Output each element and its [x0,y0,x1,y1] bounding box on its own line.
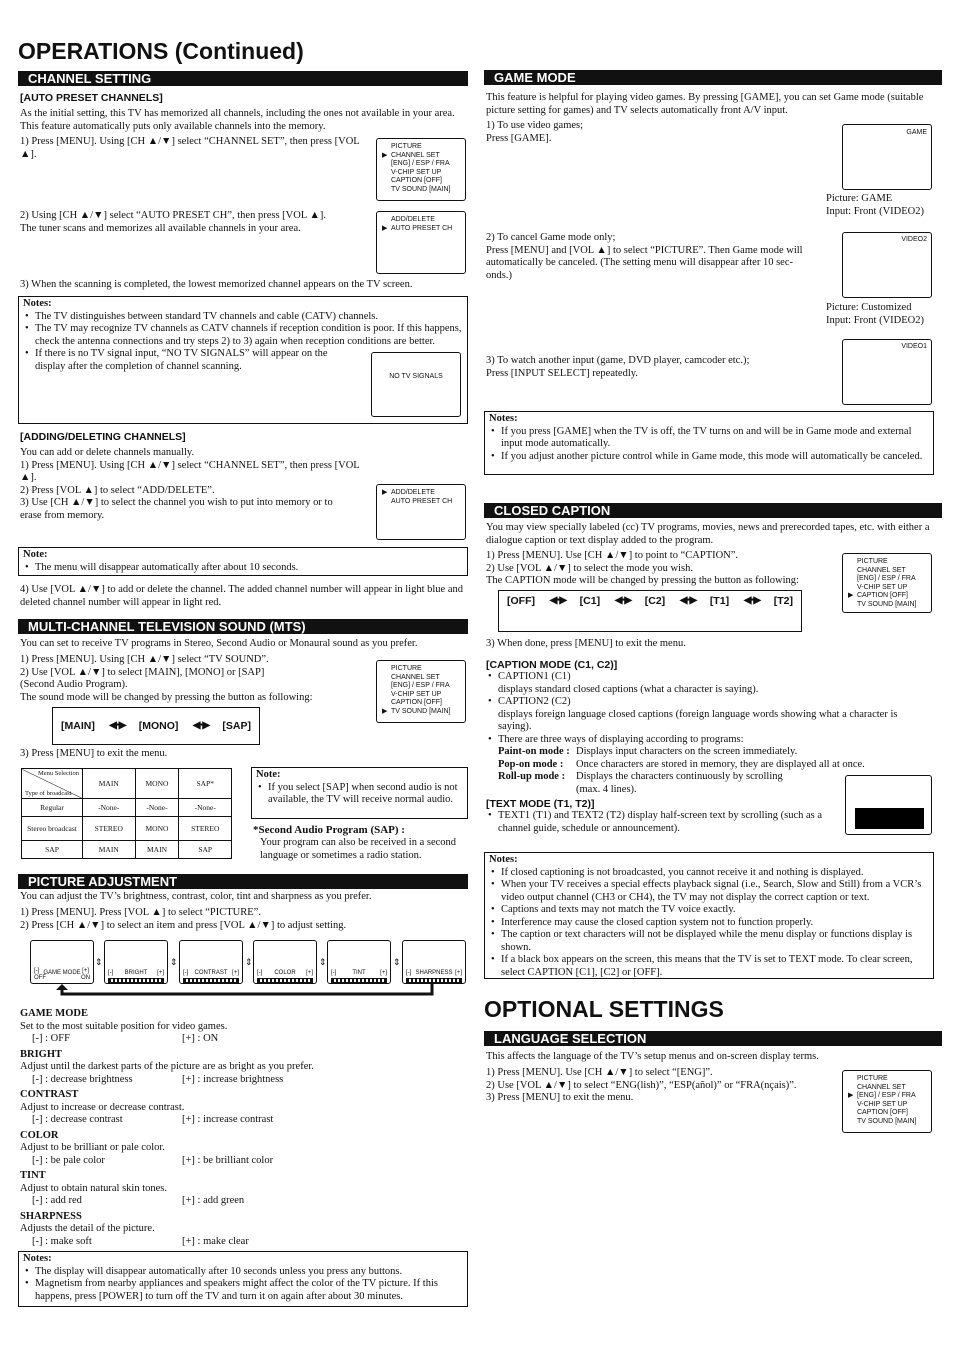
contrast-slider [183,978,239,983]
double-arrow-icon: ⇕ [319,957,327,967]
contrast-box: [-] CONTRAST [+] [179,940,243,984]
add-delete-screen: ▶ ADD/DELETE AUTO PRESET CH [376,484,466,540]
picture-items [20,1008,466,1248]
tint-box: [-] TINT [+] [327,940,391,984]
picture-intro: You can adjust the TV’s brightness, contrast, color, tint and sharpness as you prefer. [20,891,372,902]
tint-item: TINT Adjust to obtain natural skin tones. [-] : add red [+] : add green [20,1170,245,1206]
sap-text: Your program can also be received in a second language or sometimes a radio station. [260,837,457,861]
channel-notes: Notes: • The TV distinguishes between standard TV channels and cable (CATV) channels. • The TV may recognize TV channels as CATV channels if reception condition is poor. If this happens, check the antenna connections and try steps 2) to 3) again when reception conditions are better. • If there is no TV signal input, “NO TV SIGNALS” will appear on the display after the completion of channel scanning. [18,296,468,424]
auto-step-2: 2) Using [CH ▲/▼] select “AUTO PRESET CH”, then press [VOL ▲]. The tuner scans and memorizes all available channels in your area. [20,210,326,234]
game-mode-item: GAME MODE Set to the most suitable position for video games. [-] : OFF [+] : ON [20,1008,228,1044]
game-step-2: 2) To cancel Game mode only; Press [MENU] and [VOL ▲] to select “PICTURE”. Then Game mode will automatically be canceled. (The setting menu will disappear after 10 sec- onds.) [486,232,803,281]
auto-step-3: 3) When the scanning is completed, the lowest memorized channel appears on the TV screen. [20,279,413,290]
color-box: [-] COLOR [+] [253,940,317,984]
mts-cycle: [MAIN] ◀━▶ [MONO] ◀━▶ [SAP] [52,707,260,745]
sharpness-slider [406,978,462,983]
add-delete-note: Note: • The menu will disappear automatically after about 10 seconds. [18,547,468,576]
game-caption-1: Picture: GAME Input: Front (VIDEO2) [826,193,924,217]
mts-step-3: 3) Press [MENU] to exit the menu. [20,748,168,759]
text-mode-title: [TEXT MODE (T1, T2)] [486,798,595,810]
mts-note: Note: • If you select [SAP] when second audio is not available, the TV will receive normal audio. [251,767,468,819]
color-slider [257,978,313,983]
picture-notes: Notes: • The display will disappear automatically after 10 seconds unless you press any buttons. • Magnetism from nearby appliances and speakers might affect the color of the TV picture. If this happens, press [POWER] to turn off the TV and turn it on again after about 30 minutes. [18,1251,468,1307]
game-caption-2: Picture: Customized Input: Front (VIDEO2) [826,302,924,326]
auto-preset-screen: ADD/DELETE ▶ AUTO PRESET CH [376,211,466,274]
auto-preset-title: [AUTO PRESET CHANNELS] [20,92,163,104]
caption-step-3: 3) When done, press [MENU] to exit the menu. [486,638,686,649]
return-arrow-icon [56,984,436,1000]
bright-box: [-] BRIGHT [+] [104,940,168,984]
game-mode-box: [-] OFF GAME MODE [+] ON [30,940,94,984]
no-signal-screen: NO TV SIGNALS [371,352,461,417]
double-arrow-icon: ◀━▶ [192,719,209,731]
caption-cycle: [OFF] ◀━▶ [C1] ◀━▶ [C2] ◀━▶ [T1] ◀━▶ [T2] [498,590,802,632]
sap-title: *Second Audio Program (SAP) : [253,824,405,836]
video1-screen: VIDEO1 [842,339,932,405]
language-intro: This affects the language of the TV’s setup menus and on-screen display terms. [486,1051,819,1062]
mts-steps: 1) Press [MENU]. Using [CH ▲/▼] select “TV SOUND”. 2) Use [VOL ▲/▼] to select [MAIN], [MONO] or [SAP] (Second Audio Program). The sound mode will be changed by pressing the button as following: [20,654,313,703]
double-arrow-icon: ⇕ [95,957,103,967]
add-delete-step-4: 4) Use [VOL ▲/▼] to add or delete the channel. The added channel number will appear in light blue and deleted channel number will appear in light red. [20,584,463,608]
bright-item: BRIGHT Adjust until the darkest parts of the picture are as bright as you prefer. [-] : decrease brightness [+] : increase brightness [20,1048,314,1085]
contrast-item: CONTRAST Adjust to increase or decrease contrast. [-] : decrease contrast [+] : increase contrast [20,1089,274,1125]
text-mode-screen [845,775,932,835]
language-steps: 1) Press [MENU]. Use [CH ▲/▼] to select “[ENG]”. 2) Use [VOL ▲/▼] to select “ENG(lish)”, “ESP(añol)” or “FRA(nçais)”. 3) Press [MENU] to exit the menu. [486,1067,797,1103]
caption-mode-title: [CAPTION MODE (C1, C2)] [486,659,618,671]
sharpness-box: [-] SHARPNESS [+] [402,940,466,984]
tint-slider [331,978,387,983]
mts-header: MULTI-CHANNEL TELEVISION SOUND (MTS) [18,619,468,634]
table-row: Stereo broadcast STEREO MONO STEREO [22,817,232,841]
game-screen: GAME [842,124,932,190]
double-arrow-icon: ⇕ [245,957,253,967]
double-arrow-icon: ⇕ [393,957,401,967]
table-corner: Menu Selection Type of broadcast [22,769,83,799]
optional-settings-title: OPTIONAL SETTINGS [484,996,724,1022]
text-mode-desc: • TEXT1 (T1) and TEXT2 (T2) display half-screen text by scrolling (such as a channel guide, schedule or announcement). [486,810,840,835]
picture-adjustment-header: PICTURE ADJUSTMENT [18,874,468,889]
caption-intro: You may view specially labeled (cc) TV programs, movies, news and prerecorded tapes, etc. with either a dialogue caption or text display added to the program. [486,522,930,546]
bright-slider [108,978,164,983]
table-row: SAP MAIN MAIN SAP [22,841,232,859]
page-title: OPERATIONS (Continued) [18,38,304,64]
double-arrow-icon: ◀━▶ [679,595,696,606]
caption-modes: • CAPTION1 (C1) displays standard closed captions (what a character is saying). • CAPTION2 (C2) displays foreign language closed captions (foreign language words showing what a character is saying). • There are three ways of displaying according to programs: Paint-on mode : Displays input characters on the screen immediately. Pop-on mode : Once characters are stored in memory, they are displayed all at once. Roll-up mode : Displays the characters continuously by scrolling (max. 4 lines). [486,671,932,796]
add-delete-text: You can add or delete channels manually. 1) Press [MENU]. Using [CH ▲/▼] select “CHANNEL SET”, then press [VOL ▲]. 2) Press [VOL ▲] to select “ADD/DELETE”. 3) Use [CH ▲/▼] to select the channel you wish to put into memory or to erase from memory. [20,447,360,521]
video2-screen: VIDEO2 [842,232,932,298]
mts-intro: You can set to receive TV programs in Stereo, Second Audio or Monaural sound as you prefer. [20,638,418,649]
add-delete-title: [ADDING/DELETING CHANNELS] [20,431,186,443]
auto-preset-intro: As the initial setting, this TV has memorized all channels, including the ones not available in your area. This feature automatically puts only available channels into the memory. [20,108,455,132]
sharpness-item: SHARPNESS Adjusts the detail of the picture. [-] : make soft [+] : make clear [20,1210,249,1247]
closed-caption-header: CLOSED CAPTION [484,503,942,518]
color-item: COLOR Adjust to be brilliant or pale color. [-] : be pale color [+] : be brilliant color [20,1129,274,1166]
mts-menu-screen: PICTURE CHANNEL SET [ENG] / ESP / FRA V-CHIP SET UP CAPTION [OFF] ▶ TV SOUND [MAIN] [376,660,466,723]
picture-steps: 1) Press [MENU]. Press [VOL ▲] to select “PICTURE”. 2) Press [CH ▲/▼] to select an item and press [VOL ▲/▼] to adjust setting. [20,907,347,931]
black-box [855,808,924,829]
game-notes: Notes: • If you press [GAME] when the TV is off, the TV turns on and will be in Game mode and external input mode automatically. • If you adjust another picture control while in Game mode, this mode will automatically be canceled. [484,411,934,475]
caption-menu-screen: PICTURE CHANNEL SET [ENG] / ESP / FRA V-CHIP SET UP ▶ CAPTION [OFF] TV SOUND [MAIN] [842,553,932,613]
double-arrow-icon: ◀━▶ [549,595,566,606]
table-row: Regular -None- -None- -None- [22,799,232,817]
double-arrow-icon: ◀━▶ [614,595,631,606]
language-menu-screen: PICTURE CHANNEL SET ▶ [ENG] / ESP / FRA V-CHIP SET UP CAPTION [OFF] TV SOUND [MAIN] [842,1070,932,1133]
double-arrow-icon: ◀━▶ [743,595,760,606]
double-arrow-icon: ◀━▶ [109,719,125,731]
mts-table: Menu Selection Type of broadcast MAIN MONO SAP* Regular -None- -None- -None- Stereo broadcast STEREO MONO STEREO SAP MAIN MAIN SAP [21,768,232,859]
game-intro: This feature is helpful for playing video games. By pressing [GAME], you can set Game mode (suitable picture setting for games) and TV selects automatically front A/V input. [486,92,924,116]
caption-notes: Notes: • If closed captioning is not broadcasted, you cannot receive it and nothing is displayed. • When your TV receives a special effects playback signal (i.e., Search, Slow and Still) from a VCR’s video output channel (CH3 or CH4), the TV may not display the correct caption or text. • Captions and texts may not match the TV voice exactly. • Interference may cause the closed caption system not to function properly. • The caption or text characters will not be displayed while the menu display or functions display is shown. • If a black box appears on the screen, this means that the TV is set to TEXT mode. To clear screen, select CAPTION [C1], [C2] or [OFF]. [484,852,934,979]
language-selection-header: LANGUAGE SELECTION [484,1031,942,1046]
channel-menu-screen: PICTURE ▶ CHANNEL SET [ENG] / ESP / FRA V-CHIP SET UP CAPTION [OFF] TV SOUND [MAIN] [376,138,466,201]
auto-step-1: 1) Press [MENU]. Using [CH ▲/▼] select “CHANNEL SET”, then press [VOL ▲]. [20,136,360,160]
game-step-1: 1) To use video games; Press [GAME]. [486,120,584,144]
double-arrow-icon: ⇕ [170,957,178,967]
caption-steps: 1) Press [MENU]. Use [CH ▲/▼] to point to “CAPTION”. 2) Use [VOL ▲/▼] to select the mode you wish. The CAPTION mode will be changed by pressing the button as following: [486,550,799,586]
game-mode-header: GAME MODE [484,70,942,85]
game-step-3: 3) To watch another input (game, DVD player, camcoder etc.); Press [INPUT SELECT] repeatedly. [486,355,750,379]
channel-setting-header: CHANNEL SETTING [18,71,468,86]
